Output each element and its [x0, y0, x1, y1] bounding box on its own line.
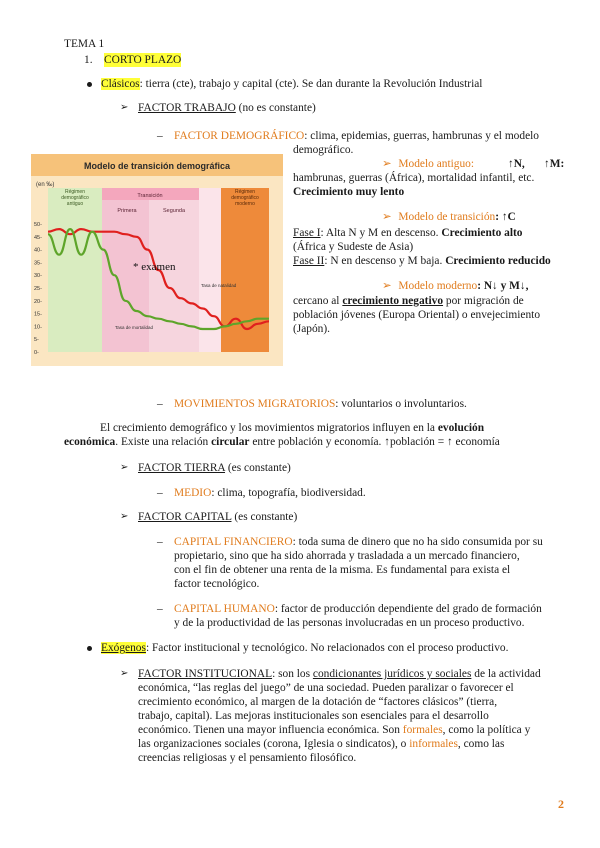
- y-tick-label: 0-: [34, 350, 39, 356]
- antiguo-line2: hambrunas, guerras (África), mortalidad infantil, etc.: [293, 172, 535, 184]
- antiguo-n: ↑N,: [508, 158, 525, 170]
- exogenos-label: Exógenos: [101, 642, 146, 654]
- medio-line: MEDIO: clima, topografía, biodiversidad.: [174, 487, 366, 499]
- demografico-line1: FACTOR DEMOGRÁFICO: clima, epidemias, guerras, hambrunas y el modelo: [174, 130, 539, 142]
- phase-label-antiguo: Régimen demográfico antiguo: [61, 189, 89, 207]
- moderno-line1: ➢ Modelo moderno: N↓ y M↓,: [382, 280, 529, 292]
- institucional-line2: económica, “las reglas del juego” de una sociedad. Pueden paralizar o favorecer el: [138, 682, 514, 694]
- chart-title: Modelo de transición demográfica: [83, 161, 231, 171]
- institucional-line3: crecimiento económico, al margen de la dotación de “factores clásicos” (tierra,: [138, 696, 498, 708]
- institucional-line5: económico. Tienen una mayor influencia económica. Son formales, como la política y: [138, 724, 531, 736]
- phase-band-antiguo: [48, 188, 102, 352]
- y-tick-label: 25-: [34, 286, 42, 292]
- dash-bullet: –: [157, 398, 163, 410]
- section-number: 1.: [84, 54, 93, 66]
- phase-label-moderno: Régimen demográfico moderno: [231, 189, 259, 207]
- demographic-transition-chart: [31, 154, 283, 366]
- y-tick-label: 10-: [34, 324, 42, 331]
- phase-label-transicion: Transición: [137, 193, 163, 199]
- arrow-bullet-icon: ➢: [120, 511, 129, 522]
- fase1-line: Fase I: Alta N y M en descenso. Crecimiento alto: [293, 227, 523, 239]
- dash-bullet: –: [157, 487, 163, 499]
- demografico-line2: demográfico.: [293, 144, 354, 156]
- migratorios-line: MOVIMIENTOS MIGRATORIOS: voluntarios o involuntarios.: [174, 398, 467, 410]
- clasicos-line: Clásicos: tierra (cte), trabajo y capital (cte). Se dan durante la Revolución Industrial: [101, 78, 483, 90]
- natalidad-label: Tasa de natalidad: [201, 283, 237, 288]
- financiero-line2: propietario, sino que ha sido ahorrada y trasladada a un mercado financiero,: [174, 550, 520, 562]
- antiguo-line3: Crecimiento muy lento: [293, 186, 405, 198]
- fase2-line: Fase II: N en descenso y M baja. Crecimiento reducido: [293, 255, 551, 267]
- humano-line2: y de la productividad de las personas involucradas en un proceso productivo.: [174, 617, 525, 629]
- section-title: CORTO PLAZO: [104, 54, 182, 66]
- crecimiento-line2: económica. Existe una relación circular entre población y economía. ↑población = ↑ economía: [64, 436, 500, 448]
- mortalidad-label: Tasa de mortalidad: [115, 325, 154, 330]
- moderno-line3: población jóvenes (Europa Oriental) o envejecimiento: [293, 309, 541, 321]
- chart-svg: [31, 154, 283, 366]
- page-number: 2: [558, 797, 564, 811]
- tema-title: TEMA 1: [64, 38, 105, 50]
- humano-line1: CAPITAL HUMANO: factor de producción dependiente del grado de formación: [174, 603, 542, 615]
- factor-trabajo: FACTOR TRABAJO (no es constante): [138, 102, 316, 114]
- crecimiento-line1: El crecimiento demográfico y los movimientos migratorios influyen en la evolución: [100, 422, 485, 434]
- y-tick-label: 15-: [34, 311, 42, 318]
- antiguo-m: ↑M:: [544, 158, 565, 170]
- chart-ylabel: (en ‰): [36, 182, 55, 188]
- dash-bullet: –: [157, 536, 163, 548]
- y-tick-label: 45-: [34, 234, 42, 241]
- antiguo-line1: ➢ Modelo antiguo:: [382, 158, 475, 170]
- factor-capital: FACTOR CAPITAL (es constante): [138, 511, 298, 523]
- institucional-line7: creencias religiosas y el pensamiento filosófico.: [138, 752, 357, 764]
- exogenos-line: Exógenos: Factor institucional y tecnológico. No relacionados con el proceso productivo.: [101, 642, 509, 654]
- bullet-dot: [87, 646, 92, 651]
- financiero-line3: con el fin de obtener una renta de la misma. Es fundamental para exista el: [174, 564, 511, 576]
- phase-label-segunda: Segunda: [162, 208, 186, 214]
- y-tick-label: 30-: [34, 273, 42, 280]
- arrow-bullet-icon: ➢: [120, 102, 129, 113]
- arrow-bullet-icon: ➢: [120, 462, 129, 473]
- fase1-line2: (África y Sudeste de Asia): [293, 241, 414, 253]
- moderno-line4: (Japón).: [293, 323, 331, 335]
- y-axis-ticks: [34, 222, 42, 356]
- bullet-dot: [87, 82, 92, 87]
- phase-label-primera: Primera: [117, 208, 137, 214]
- financiero-line1: CAPITAL FINANCIERO: toda suma de dinero que no ha sido consumida por su: [174, 536, 543, 548]
- y-tick-label: 40-: [34, 247, 42, 254]
- clasicos-label: Clásicos: [101, 78, 140, 90]
- arrow-bullet-icon: ➢: [120, 668, 129, 679]
- y-tick-label: 50-: [34, 222, 42, 228]
- factor-tierra: FACTOR TIERRA (es constante): [138, 462, 291, 474]
- financiero-line4: factor tecnológico.: [174, 578, 260, 590]
- dash-bullet: –: [157, 603, 163, 615]
- y-tick-label: 5-: [34, 337, 39, 344]
- y-tick-label: 20-: [34, 298, 42, 305]
- examen-annotation: * examen: [133, 261, 176, 273]
- dash-bullet: –: [157, 130, 163, 142]
- institucional-line4: trabajo, capital). Las mejoras institucionales son esenciales para el desarrollo: [138, 710, 489, 722]
- y-tick-label: 35-: [34, 260, 42, 267]
- arrow-bullet-icon: ➢: [382, 211, 392, 223]
- institucional-line6: las organizaciones sociales (corona, Iglesia o sindicatos), o informales, como las: [138, 738, 505, 750]
- arrow-bullet-icon: ➢: [382, 280, 392, 292]
- arrow-bullet-icon: ➢: [382, 158, 392, 170]
- transicion-line: ➢ Modelo de transición: ↑C: [382, 211, 516, 223]
- institucional-line1: FACTOR INSTITUCIONAL: son los condicionantes jurídicos y sociales de la actividad: [138, 668, 541, 680]
- moderno-line2: cercano al crecimiento negativo por migración de: [293, 295, 524, 307]
